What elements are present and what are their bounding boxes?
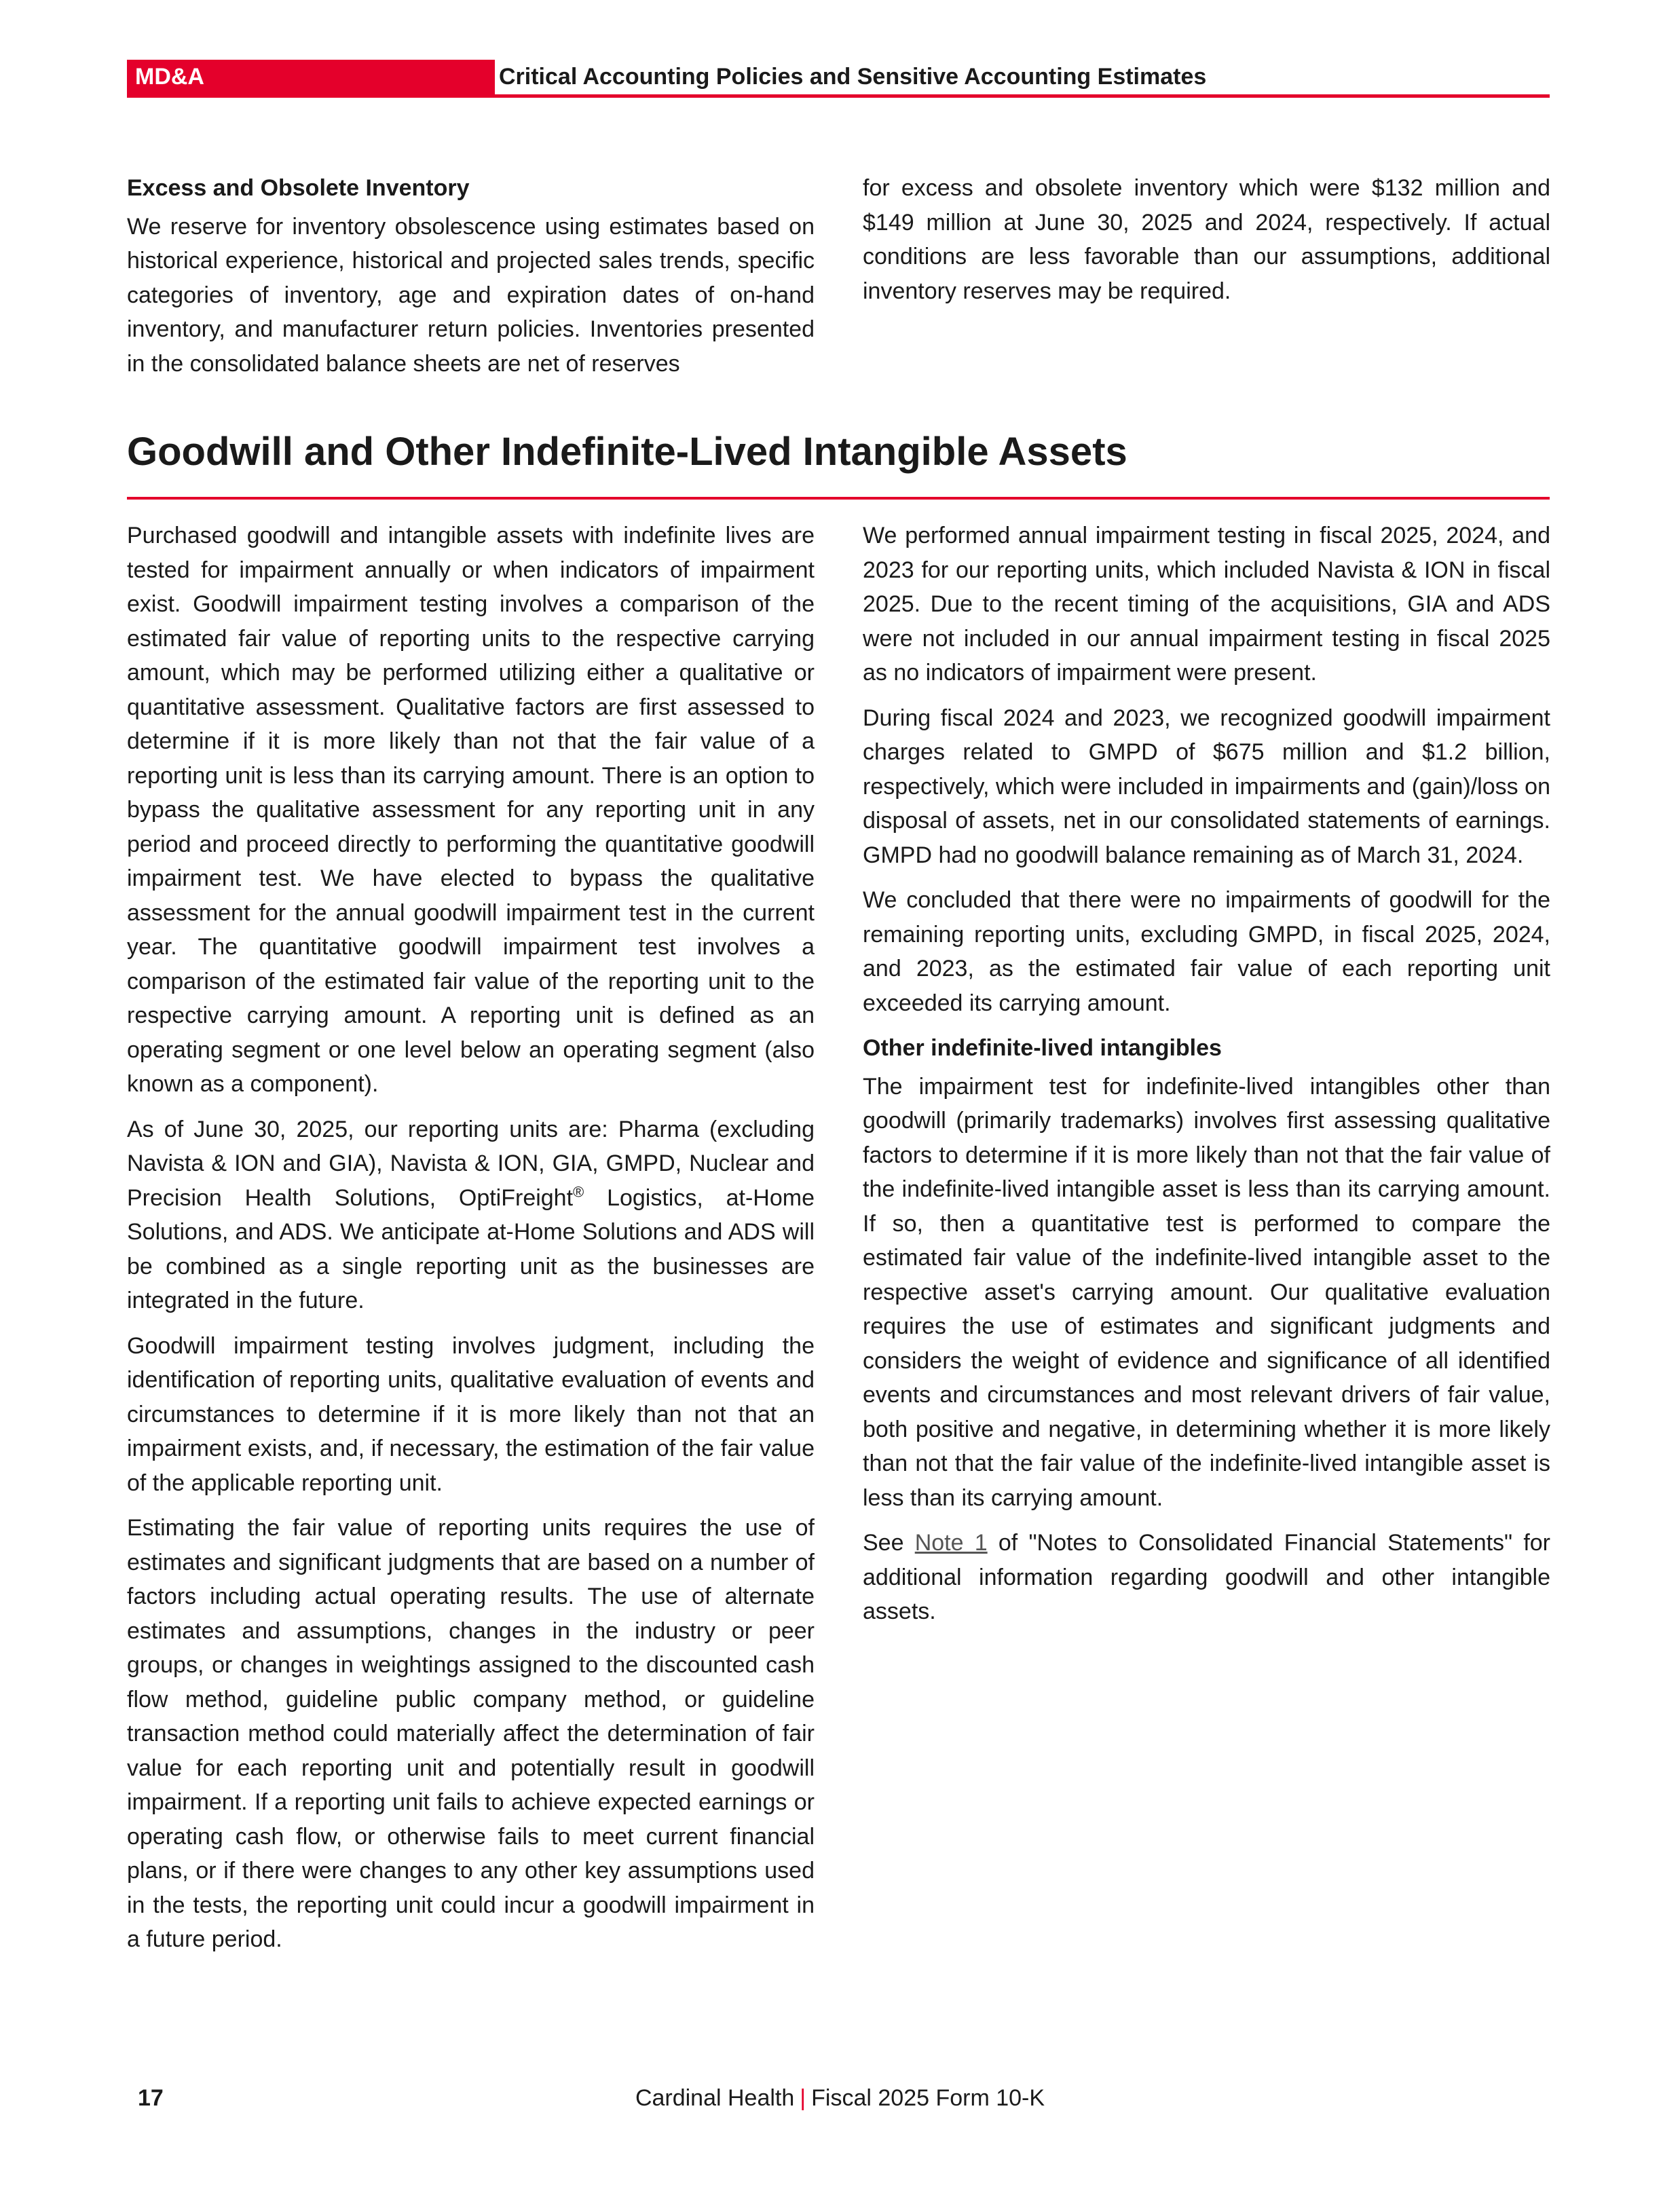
paragraph: We concluded that there were no impairments of goodwill for the remaining reporting units, excluding GMPD, in fiscal 2025, 2024, and 2023, as the estimated fair value of each reporting unit exceeded its carrying amount. — [863, 887, 1550, 1016]
paragraph: During fiscal 2024 and 2023, we recognized goodwill impairment charges related to GMPD of $675 million and $1.2 billion, respectively, which were included in impairments and (gain)/loss on disposal of assets, net in our consolidated statements of earnings. GMPD had no goodwill balance remaining as of March 31, 2024. — [863, 705, 1550, 868]
page-header — [127, 60, 1550, 98]
note-1-link[interactable]: Note 1 — [914, 1530, 988, 1556]
page-number: 17 — [138, 2085, 164, 2111]
paragraph-text: See — [863, 1530, 915, 1556]
footer-separator: | — [800, 2085, 806, 2111]
intangibles-subheading: Other indefinite-lived intangibles — [863, 1035, 1222, 1061]
header-title: Critical Accounting Policies and Sensitive Accounting Estimates — [499, 64, 1207, 90]
inventory-right-column — [863, 171, 1550, 319]
paragraph: Purchased goodwill and intangible assets with indefinite lives are tested for impairment annually or when indicators of impairment exist. Goodwill impairment testing involves a comparison of the estimated fair value of reporting units to the respective carrying amount, which may be performed utilizing either a qualitative or quantitative assessment. Qualitative factors are first assessed to determine if it is more likely than not that the fair value of a reporting unit is less than its carrying amount. There is an option to bypass the qualitative assessment for any reporting unit in any period and proceed directly to performing the quantitative goodwill impairment test. We have elected to bypass the qualitative assessment for the annual goodwill impairment test in the current year. The quantitative goodwill impairment test involves a comparison of the estimated fair value of the reporting unit to the respective carrying amount. A reporting unit is defined as an operating segment or one level below an operating segment (also known as a component). — [127, 523, 815, 1097]
paragraph-text: As of June 30, 2025, our reporting units are: Pharma (excluding Navista & ION and GIA), Navista & ION, GIA, GMPD, Nuclear and Precision Health Solutions, OptiFreight — [127, 1116, 815, 1211]
section-tag: MD&A — [127, 60, 495, 94]
paragraph: The impairment test for indefinite-lived intangibles other than goodwill (primarily trademarks) involves first assessing qualitative factors to determine if it is more likely than not that the fair value of the indefinite-lived intangible asset is less than its carrying amount. If so, then a quantitative test is performed to compare the estimated fair value of the indefinite-lived intangible asset to the respective asset's carrying amount. Our qualitative evaluation requires the use of estimates and significant judgments and considers the weight of evidence and significance of all identified events and circumstances and most relevant drivers of fair value, both positive and negative, in determining whether it is more likely than not that the fair value of the indefinite-lived intangible asset is less than its carrying amount. — [863, 1073, 1550, 1511]
paragraph: We performed annual impairment testing in fiscal 2025, 2024, and 2023 for our reporting units, which included Navista & ION in fiscal 2025. Due to the recent timing of the acquisitions, GIA and ADS were not included in our annual impairment testing in fiscal 2025 as no indicators of impairment were present. — [863, 523, 1550, 686]
inventory-left-column — [127, 171, 815, 392]
paragraph-text: Logistics, at-Home Solutions, and ADS. We anticipate at-Home Solutions and ADS will be combined as a single reporting unit as the businesses are integrated in the future. — [127, 1184, 815, 1313]
paragraph-text: of "Notes to Consolidated Financial Statements" for additional information regarding goodwill and other intangible assets. — [863, 1530, 1551, 1624]
inventory-heading: Excess and Obsolete Inventory — [127, 175, 470, 201]
footer-doc: Fiscal 2025 Form 10-K — [811, 2085, 1045, 2111]
inventory-right-text: for excess and obsolete inventory which were $132 million and $149 million at June 30, 2025 and 2024, respectively. If actual conditions are less favorable than our assumptions, additional inventory reserves may be required. — [863, 175, 1550, 304]
footer — [0, 2085, 1680, 2112]
paragraph: Goodwill impairment testing involves judgment, including the identification of reporting units, qualitative evaluation of events and circumstances to determine if it is more likely than not that an impairment exists, and, if necessary, the estimation of the fair value of the applicable reporting unit. — [127, 1332, 815, 1496]
footer-company: Cardinal Health — [635, 2085, 795, 2111]
section-title: Goodwill and Other Indefinite-Lived Intangible Assets — [127, 418, 1550, 500]
paragraph-see-note — [863, 1526, 1550, 1629]
paragraph-reporting-units — [127, 1112, 815, 1318]
paragraph: Estimating the fair value of reporting units requires the use of estimates and significant judgments that are based on a number of factors including actual operating results. The use of alternate estimates and assumptions, changes in the industry or peer groups, or changes in weightings assigned to the discounted cash flow method, guideline public company method, or guideline transaction method could materially affect the determination of fair value for each reporting unit and potentially result in goodwill impairment. If a reporting unit fails to achieve expected earnings or operating cash flow, or otherwise fails to meet current financial plans, or if there were changes to any other key assumptions used in the tests, the reporting unit could incur a goodwill impairment in a future period. — [127, 1515, 815, 1952]
goodwill-right-column — [863, 519, 1550, 1640]
goodwill-left-column — [127, 519, 815, 1968]
inventory-left-text: We reserve for inventory obsolescence using estimates based on historical experience, historical and projected sales trends, specific categories of inventory, age and expiration dates of on-hand inventory, and manufacturer return policies. Inventories presented in the consolidated balance sheets are net of reserves — [127, 213, 815, 377]
registered-mark: ® — [573, 1183, 584, 1201]
